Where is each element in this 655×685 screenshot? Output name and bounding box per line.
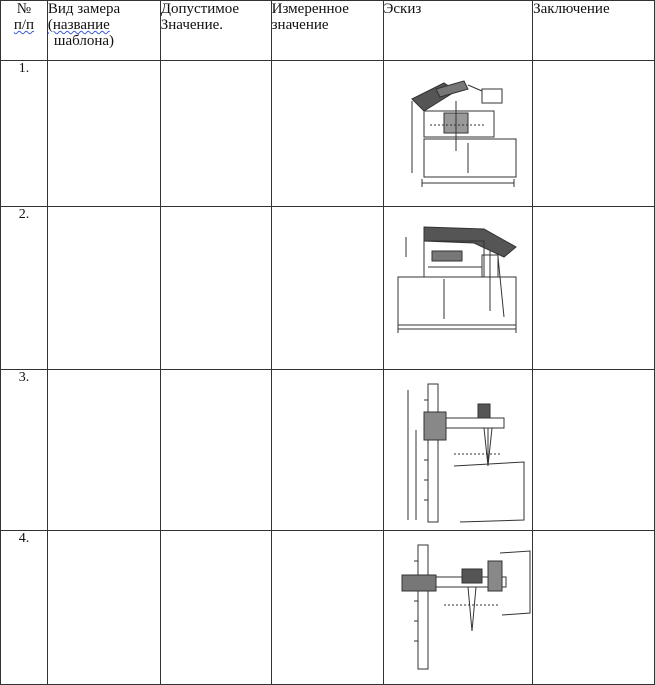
header-measured-value: Измеренное значение — [271, 1, 383, 61]
header-number-abbrev: п/п — [13, 17, 35, 33]
header-sketch: Эскиз — [383, 1, 533, 61]
header-number — [1, 1, 48, 61]
conclusion-cell[interactable] — [533, 531, 655, 685]
conclusion-cell[interactable] — [533, 61, 655, 207]
measured-value-cell[interactable] — [271, 370, 383, 531]
measurement-type-cell[interactable] — [47, 207, 160, 370]
allowed-value-cell[interactable] — [160, 370, 271, 531]
allowed-value-cell[interactable] — [160, 207, 271, 370]
measured-value-cell[interactable] — [271, 207, 383, 370]
row-number: 1. — [1, 61, 48, 207]
row-number: 3. — [1, 370, 48, 531]
caliper-gauge-sketch-4 — [384, 531, 534, 685]
sketch-cell — [383, 61, 533, 207]
table-row — [1, 370, 655, 531]
allowed-value-cell[interactable] — [160, 531, 271, 685]
table-row — [1, 531, 655, 685]
row-number: 2. — [1, 207, 48, 370]
header-measurement-type-line2: (название — [47, 17, 110, 33]
table-row — [1, 207, 655, 370]
measurement-type-cell[interactable] — [47, 531, 160, 685]
measured-value-cell[interactable] — [271, 531, 383, 685]
measured-value-cell[interactable] — [271, 61, 383, 207]
header-measurement-type-line3: шаблона) — [53, 33, 115, 49]
caliper-gauge-sketch-3 — [384, 370, 534, 531]
measurement-type-cell[interactable] — [47, 370, 160, 531]
row-number: 4. — [1, 531, 48, 685]
header-measurement-type — [47, 1, 160, 61]
conclusion-cell[interactable] — [533, 370, 655, 531]
gauge-template-sketch-2 — [384, 207, 534, 370]
conclusion-cell[interactable] — [533, 207, 655, 370]
header-allowed-value: Допустимое Значение. — [160, 1, 271, 61]
table-row — [1, 61, 655, 207]
gauge-template-sketch-1 — [384, 61, 534, 207]
header-measurement-type-line1: Вид замера — [47, 1, 121, 17]
sketch-cell — [383, 370, 533, 531]
measurement-type-cell[interactable] — [47, 61, 160, 207]
sketch-cell — [383, 531, 533, 685]
allowed-value-cell[interactable] — [160, 61, 271, 207]
header-conclusion: Заключение — [533, 1, 655, 61]
header-number-symbol: № — [16, 1, 32, 17]
header-row — [1, 1, 655, 61]
sketch-cell — [383, 207, 533, 370]
